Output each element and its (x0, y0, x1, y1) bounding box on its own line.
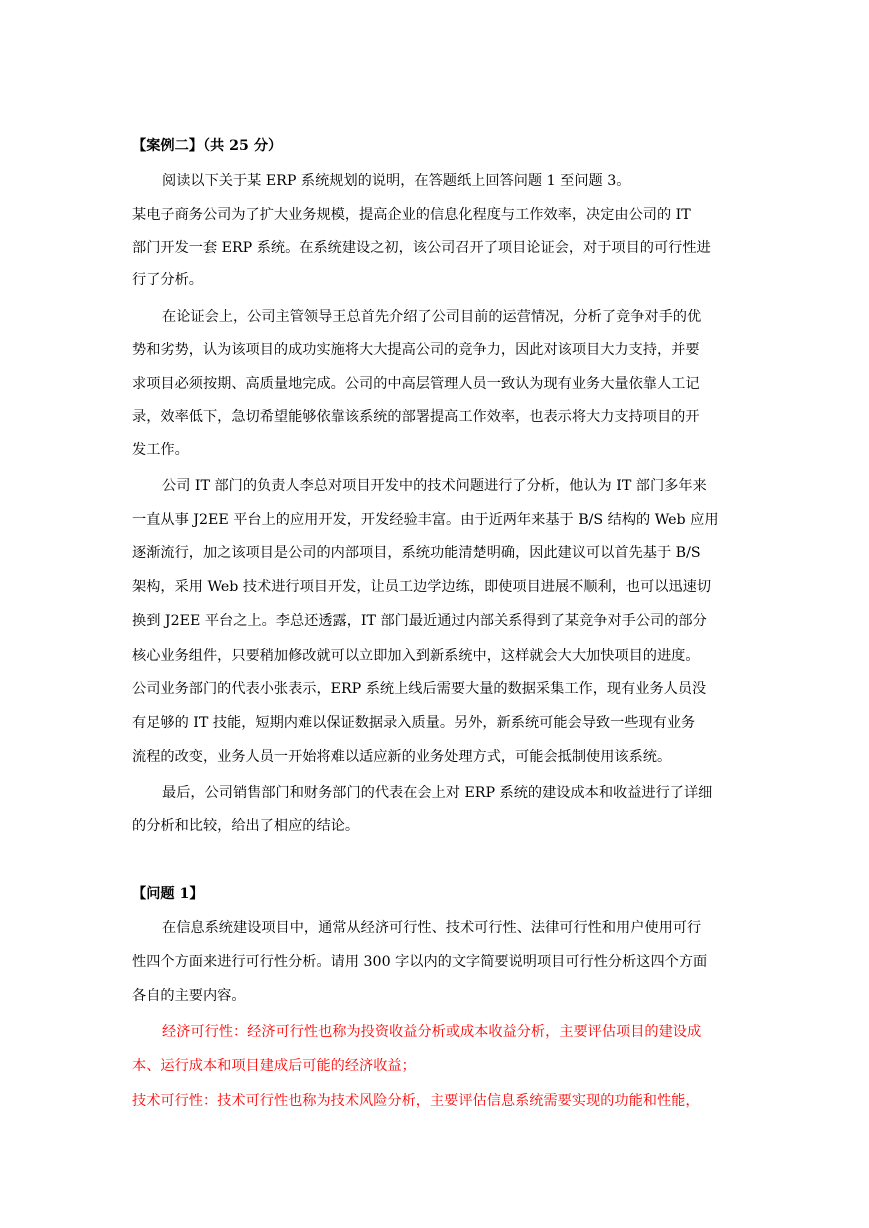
paragraph-line: 录，效率低下，急切希望能够依靠该系统的部署提高工作效率，也表示将大力支持项目的开 (132, 409, 700, 425)
paragraph-line: 求项目必须按期、高质量地完成。公司的中高层管理人员一致认为现有业务大量依靠人工记 (132, 376, 700, 392)
question-line: 各自的主要内容。 (132, 988, 246, 1004)
paragraph-line: 有足够的 IT 技能，短期内难以保证数据录入质量。另外，新系统可能会导致一些现有业务 (132, 715, 696, 731)
paragraph-line: 行了分析。 (132, 272, 203, 288)
paragraph-line: 某电子商务公司为了扩大业务规模，提高企业的信息化程度与工作效率，决定由公司的 IT (132, 207, 691, 223)
paragraph-line: 最后，公司销售部门和财务部门的代表在会上对 ERP 系统的建设成本和收益进行了详细 (162, 785, 713, 801)
paragraph-line: 流程的改变，业务人员一开始将难以适应新的业务处理方式，可能会抵制使用该系统。 (132, 749, 672, 765)
paragraph-line: 逐渐流行，加之该项目是公司的内部项目，系统功能清楚明确，因此建议可以首先基于 B/S (132, 545, 701, 561)
paragraph-line: 一直从事 J2EE 平台上的应用开发，开发经验丰富。由于近两年来基于 B/S 结构的 Web 应用 (132, 512, 719, 528)
paragraph-line: 的分析和比较，给出了相应的结论。 (132, 818, 360, 834)
question-line: 在信息系统建设项目中，通常从经济可行性、技术可行性、法律可行性和用户使用可行 (162, 920, 702, 936)
paragraph-line: 势和劣势，认为该项目的成功实施将大大提高公司的竞争力，因此对该项目大力支持，并要 (132, 342, 700, 358)
question-heading: 【问题 1】 (132, 886, 204, 902)
case-heading: 【案例二】（共 25 分） (132, 138, 283, 154)
answer-line: 经济可行性：经济可行性也称为投资收益分析或成本收益分析，主要评估项目的建设成 (162, 1024, 702, 1040)
answer-line: 技术可行性：技术可行性也称为技术风险分析，主要评估信息系统需要实现的功能和性能， (132, 1093, 700, 1109)
intro-text: 阅读以下关于某 ERP 系统规划的说明，在答题纸上回答问题 1 至问题 3。 (162, 173, 631, 189)
question-line: 性四个方面来进行可行性分析。请用 300 字以内的文字简要说明项目可行性分析这四个方面 (132, 954, 708, 970)
paragraph-line: 部门开发一套 ERP 系统。在系统建设之初，该公司召开了项目论证会，对于项目的可行性进 (132, 240, 711, 256)
paragraph-line: 公司业务部门的代表小张表示，ERP 系统上线后需要大量的数据采集工作，现有业务人员没 (132, 681, 707, 697)
answer-line: 本、运行成本和项目建成后可能的经济收益； (132, 1058, 416, 1074)
paragraph-line: 架构，采用 Web 技术进行项目开发，让员工边学边练，即使项目进展不顺利，也可以迅速切 (132, 579, 712, 595)
paragraph-line: 核心业务组件，只要稍加修改就可以立即加入到新系统中，这样就会大大加快项目的进度。 (132, 648, 700, 664)
paragraph-line: 在论证会上，公司主管领导王总首先介绍了公司目前的运营情况，分析了竞争对手的优 (162, 309, 702, 325)
paragraph-line: 换到 J2EE 平台之上。李总还透露，IT 部门最近通过内部关系得到了某竞争对手公司的部分 (132, 613, 707, 629)
paragraph-line: 发工作。 (132, 442, 189, 458)
paragraph-line: 公司 IT 部门的负责人李总对项目开发中的技术问题进行了分析，他认为 IT 部门多年来 (162, 478, 707, 494)
